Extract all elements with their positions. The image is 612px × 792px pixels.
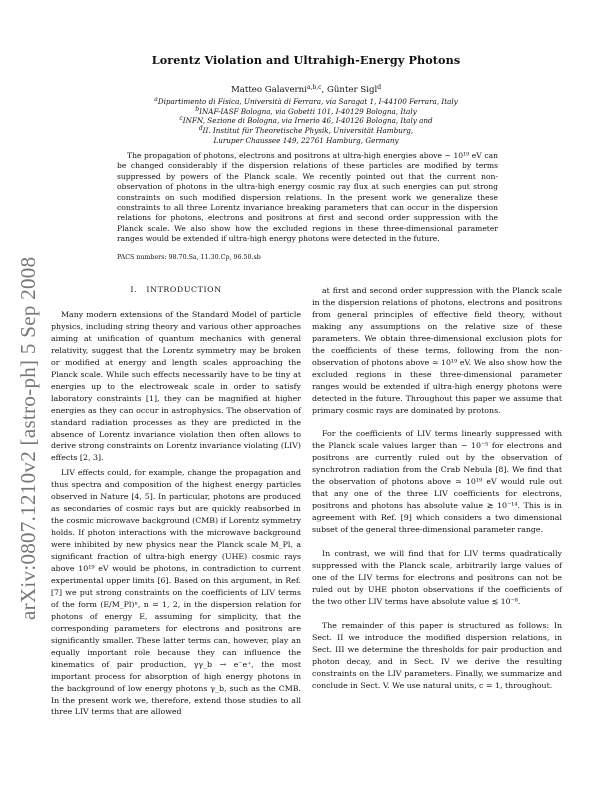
affiliation-text: Luruper Chaussee 149, 22761 Hamburg, Germany [213,135,399,145]
arxiv-identifier-stamp: arXiv:0807.1210v2 [astro-ph] 5 Sep 2008 [16,256,40,620]
section-number: I. [130,285,138,294]
paragraph: In contrast, we will find that for LIV terms quadratically suppressed with the Planck scale, arbitrarily large values of one of the LIV terms for electrons and positrons can not be ruled out by UHE photon observations if the coefficients of the two other LIV terms have absolute value ≲ 10⁻⁸. [312,549,562,606]
author-name: Matteo Galaverni [230,85,307,95]
paragraph: For the coefficients of LIV terms linearly suppressed with the Planck scale values larger than ∼ 10⁻⁵ for electrons and positrons are currently ruled out by the observation of synchrotron radiation from the Crab Nebula [8]. We find that the observation of photons above ≃ 10¹⁹ eV would rule out that any one of the three LIV coefficients for electrons, positrons and photons has absolute value ≳ 10⁻¹⁴. This is in agreement with Ref. [9] which considers a two dimensional subset of the general three-dimensional parameter range. [312,429,562,535]
paragraph: at first and second order suppression with the Planck scale in the dispersion relations of photons, electrons and positrons from general principles of effective field theory, without making any assumptions on the relative size of these parameters. We obtain three-dimensional exclusion plots for the coefficients of these terms, following from the non-observation of photons above ≃ 10¹⁹ eV. We also show how the excluded regions in these three-dimensional parameter ranges would be extended if ultra-high energy photons were detected in the future. Throughout this paper we assume that primary cosmic rays are dominated by protons. [312,286,562,415]
affiliation [0,97,612,107]
affiliation-text: INAF-IASF Bologna, via Gobetti 101, I-40129 Bologna, Italy [199,106,417,116]
paragraph: Many modern extensions of the Standard Model of particle physics, including string theory and various other approaches aiming at unification of quantum mechanics with general relativity, suggest that the Lorentz symmetry may be broken or modified at energy and length scales approaching the Planck scale. While such effects necessarily have to be tiny at energies up to the electroweak scale in order to satisfy laboratory constraints [1], they can be magnified at higher energies as they can occur in astrophysics. The observation of standard radiation processes as they are predicted in the absence of Lorentz invariance violation then often allows to derive strong constraints on Lorentz invariance violating (LIV) effects [2, 3]. [51,310,301,463]
author-list: Matteo Galaverni$^{a,b,c}$, Günter Sigl$^d$ [230,84,382,95]
affiliation [0,107,612,117]
pacs-numbers: PACS numbers: 98.70.Sa, 11.30.Cp, 96.50.sb [117,254,261,261]
affiliation [0,116,612,126]
affiliation-text: INFN, Sezione di Bologna, via Irnerio 46, I-40126 Bologna, Italy and [182,116,433,126]
paragraph: LIV effects could, for example, change the propagation and thus spectra and composition of the highest energy particles observed in Nature [4, 5]. In particular, photons are produced as secondaries of cosmic rays but are quickly reabsorbed in the cosmic microwave background (CMB) if Lorentz symmetry holds. If photon interactions with the microwave background were inhibited by new physics near the Planck scale M_Pl, a significant fraction of ultra-high energy (UHE) cosmic rays above 10¹⁹ eV would be photons, in contradiction to current experimental upper limits [6]. Based on this argument, in Ref. [7] we put strong constraints on the coefficients of LIV terms of the form (E/M_Pl)ⁿ, n = 1, 2, in the dispersion relation for photons of energy E, assuming for simplicity, that the corresponding parameters for electrons and positrons are significantly smaller. These latter terms can, however, play an equally important role because they can influence the kinematics of pair production, γγ_b → e⁻e⁺, the most important process for absorption of high energy photons in the background of low energy photons γ_b, such as the CMB. In the present work we, therefore, extend those studies to all three LIV terms that are allowed [51,468,301,717]
author-affiliation-marks: a,b,c [306,84,322,91]
affiliation-text: II. Institut für Theoretische Physik, Universität Hamburg, [202,126,414,136]
left-column [51,309,301,718]
affiliation-mark: b [195,105,200,113]
section-title: INTRODUCTION [146,285,222,294]
affiliation-text: Dipartimento di Fisica, Università di Ferrara, via Saragat 1, I-44100 Ferrara, Italy [157,97,458,106]
right-column [312,285,562,692]
affiliation-mark: d [198,125,203,133]
paragraph: The remainder of this paper is structured as follows: In Sect. II we introduce the modified dispersion relations, in Sect. III we determine the thresholds for pair production and photon decay, and in Sect. IV we derive the resulting constraints on the LIV parameters. Finally, we summarize and conclude in Sect. V. We use natural units, c = 1, throughout. [312,620,562,690]
author-name: Günter Sigl [327,85,378,95]
paper-title: Lorentz Violation and Ultrahigh-Energy Photons [151,53,461,67]
abstract: The propagation of photons, electrons and positrons at ultra-high energies above ∼ 10¹⁹ eV can be changed considerably if the dispersion relations of these particles are modified by terms suppressed by powers of the Planck scale. We recently pointed out that the current non-observation of photons in the ultra-high energy cosmic ray flux at such energies can put strong constraints on such modified dispersion relations. In the present work we generalize these constraints to all three Lorentz invariance breaking parameters that can occur in the dispersion relations for photons, electrons and positrons at first and second order suppression with the Planck scale. We also show how the excluded regions in these three-dimensional parameter ranges would be extended if ultra-high energy photons were detected in the future. [117,151,498,244]
affiliations [0,97,612,146]
affiliation-mark: a [154,96,158,103]
affiliation-mark: c [179,115,183,123]
affiliation [0,126,612,136]
affiliation [0,136,612,146]
author-affiliation-marks: d [377,84,382,91]
section-heading [51,285,301,294]
